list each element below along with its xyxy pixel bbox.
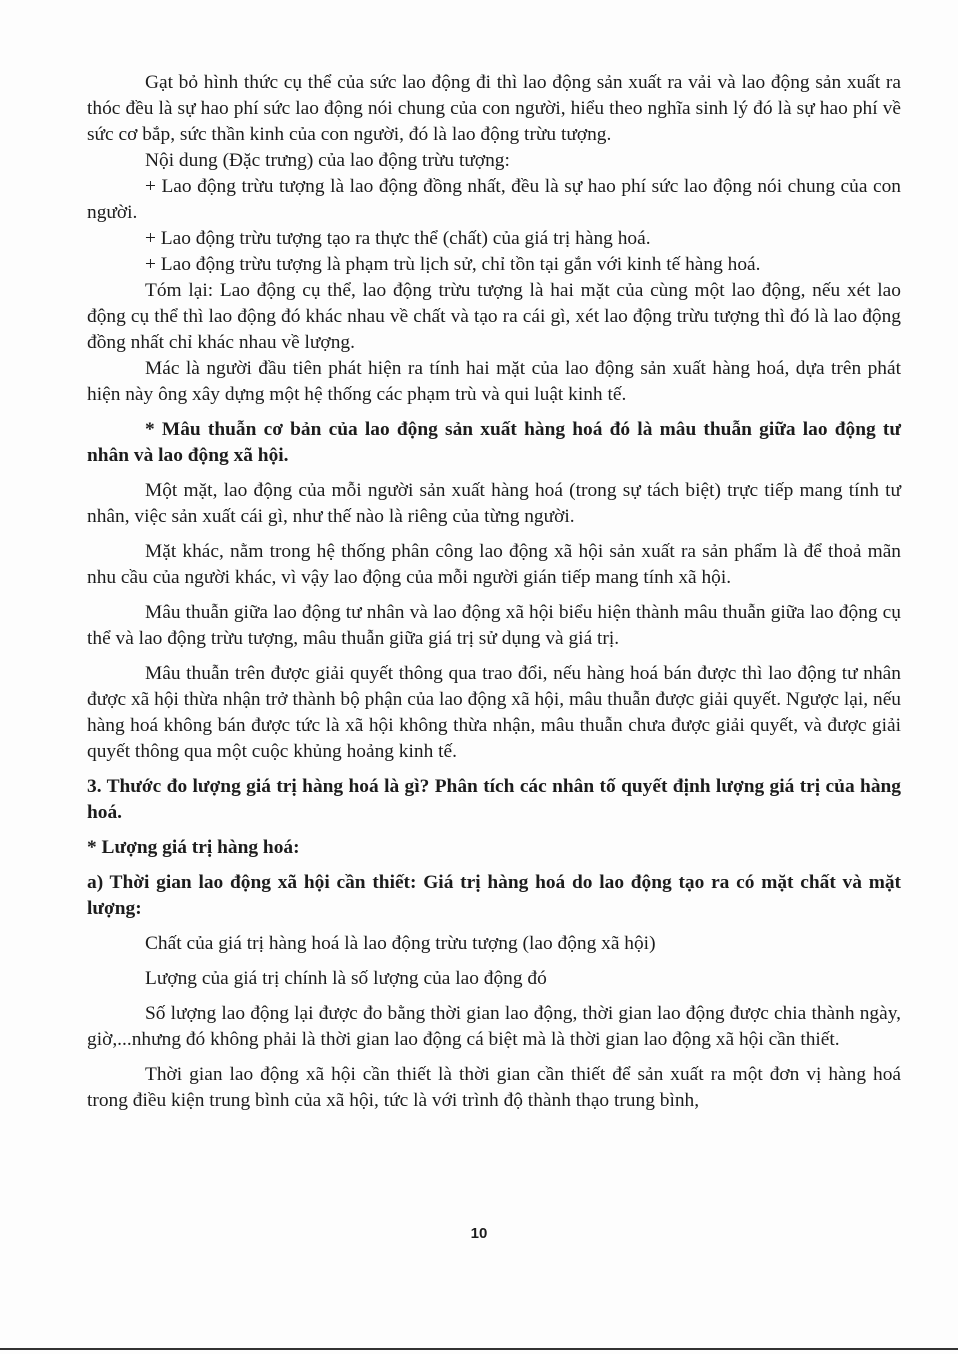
list-item-historical-category: + Lao động trừu tượng là phạm trù lịch sử, chỉ tồn tại gắn với kinh tế hàng hoá.: [145, 254, 761, 275]
paragraph-value-quality: Chất của giá trị hàng hoá là lao động trừu tượng (lao động xã hội): [145, 933, 656, 954]
paragraph-social-labor: Mặt khác, nằm trong hệ thống phân công lao động xã hội sản xuất ra sản phẩm là để thoả mãn nhu cầu của người khác, vì vậy lao động của mỗi người gián tiếp mang tính xã hội.: [87, 541, 901, 588]
paragraph-contradiction-expression: Mâu thuẫn giữa lao động tư nhân và lao động xã hội biểu hiện thành mâu thuẫn giữa lao động cụ thể và lao động trừu tượng, mâu thuẫn giữa giá trị sử dụng và giá trị.: [87, 602, 901, 649]
paragraph-private-labor: Một mặt, lao động của mỗi người sản xuất hàng hoá (trong sự tách biệt) trực tiếp mang tính tư nhân, việc sản xuất cái gì, như thế nào là riêng của từng người.: [87, 480, 901, 527]
bottom-divider: [0, 1348, 958, 1350]
paragraph-marx-discovery: Mác là người đầu tiên phát hiện ra tính hai mặt của lao động sản xuất hàng hoá, dựa trên phát hiện này ông xây dựng một hệ thống các phạm trù và qui luật kinh tế.: [87, 358, 901, 405]
paragraph-basic-contradiction-heading: * Mâu thuẫn cơ bản của lao động sản xuất hàng hoá đó là mâu thuẫn giữa lao động tư nhân và lao động xã hội.: [87, 419, 901, 466]
list-item-homogeneous-labor: + Lao động trừu tượng là lao động đồng nhất, đều là sự hao phí sức lao động nói chung của con người.: [87, 176, 901, 223]
paragraph-abstract-labor-definition: Gạt bỏ hình thức cụ thể của sức lao động đi thì lao động sản xuất ra vải và lao động sản xuất ra thóc đều là sự hao phí sức lao động nói chung của con người, hiểu theo nghĩa sinh lý đó là sự hao phí về sức cơ bắp, sức thần kinh của con người, đó là lao động trừu tượng.: [87, 72, 901, 145]
subheading-socially-necessary-time: a) Thời gian lao động xã hội cần thiết: Giá trị hàng hoá do lao động tạo ra có mặt chất và mặt lượng:: [87, 872, 901, 919]
paragraph-labor-time-measure: Số lượng lao động lại được đo bằng thời gian lao động, thời gian lao động được chia thành ngày, giờ,...nhưng đó không phải là thời gian lao động cá biệt mà là thời gian lao động xã hội cần thiết.: [87, 1003, 901, 1050]
section-heading-value-measure: 3. Thước đo lượng giá trị hàng hoá là gì? Phân tích các nhân tố quyết định lượng giá trị của hàng hoá.: [87, 776, 901, 823]
paragraph-socially-necessary-time-definition: Thời gian lao động xã hội cần thiết là thời gian cần thiết để sản xuất ra một đơn vị hàng hoá trong điều kiện trung bình của xã hội, tức là với trình độ thành thạo trung bình,: [87, 1064, 901, 1111]
paragraph-abstract-labor-content-heading: Nội dung (Đặc trưng) của lao động trừu tượng:: [145, 150, 510, 171]
list-item-value-substance: + Lao động trừu tượng tạo ra thực thể (chất) của giá trị hàng hoá.: [145, 228, 651, 249]
paragraph-value-quantity: Lượng của giá trị chính là số lượng của lao động đó: [145, 968, 547, 989]
subheading-value-quantity: * Lượng giá trị hàng hoá:: [87, 837, 300, 858]
page-number: 10: [470, 1225, 488, 1242]
paragraph-contradiction-resolution: Mâu thuẫn trên được giải quyết thông qua trao đổi, nếu hàng hoá bán được thì lao động tư nhân được xã hội thừa nhận trở thành bộ phận của lao động xã hội, mâu thuẫn được giải quyết. Ngược lại, nếu hàng hoá không bán được tức là xã hội không thừa nhận, mâu thuẫn chưa được giải quyết, và được giải quyết thông qua một cuộc khủng hoảng kinh tế.: [87, 663, 901, 762]
paragraph-summary: Tóm lại: Lao động cụ thể, lao động trừu tượng là hai mặt của cùng một lao động, nếu xét lao động cụ thể thì lao động đó khác nhau về chất và tạo ra cái gì, xét lao động trừu tượng thì đó là lao động đồng nhất chỉ khác nhau về lượng.: [87, 280, 901, 353]
page-body: [87, 70, 901, 1114]
